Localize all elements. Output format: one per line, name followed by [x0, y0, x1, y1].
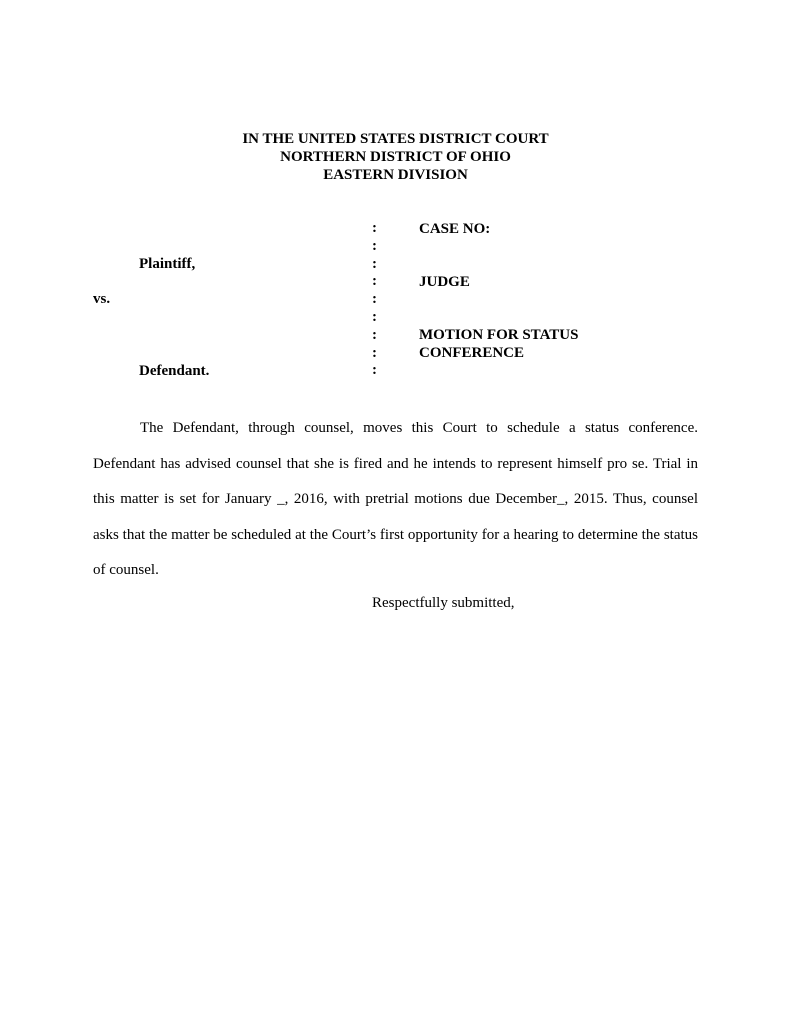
court-header [0, 130, 791, 184]
motion-body-paragraph: The Defendant, through counsel, moves this Court to schedule a status conference. Defendant has advised counsel that she is fired and he intends to represent himself pro se. Trial in this matter is set for January _, 2016, with pretrial motions due December_, 2015. Thus, counsel asks that the matter be scheduled at the Court’s first opportunity for a hearing to determine the status of counsel. [93, 420, 698, 579]
court-district: NORTHERN DISTRICT OF OHIO [280, 149, 511, 165]
caption-colon: : [372, 237, 377, 254]
caption-colon: : [372, 308, 377, 325]
court-division: EASTERN DIVISION [323, 167, 468, 183]
caption-colon: : [372, 362, 377, 379]
motion-title-line2: CONFERENCE [419, 345, 525, 361]
case-caption [0, 220, 791, 390]
court-name: IN THE UNITED STATES DISTRICT COURT [242, 131, 549, 147]
versus-label: vs. [93, 291, 111, 307]
caption-colon: : [372, 326, 377, 343]
caption-colon: : [372, 273, 377, 290]
closing-signoff: Respectfully submitted, [372, 595, 515, 611]
defendant-label: Defendant. [139, 363, 210, 379]
caption-colon-column [372, 220, 377, 380]
caption-colon: : [372, 291, 377, 308]
caption-colon: : [372, 344, 377, 361]
caption-colon: : [372, 255, 377, 272]
case-number-label: CASE NO: [419, 221, 491, 237]
plaintiff-label: Plaintiff, [139, 256, 196, 272]
judge-label: JUDGE [419, 274, 470, 290]
caption-colon: : [372, 220, 377, 236]
motion-title-line1: MOTION FOR STATUS [419, 327, 579, 343]
